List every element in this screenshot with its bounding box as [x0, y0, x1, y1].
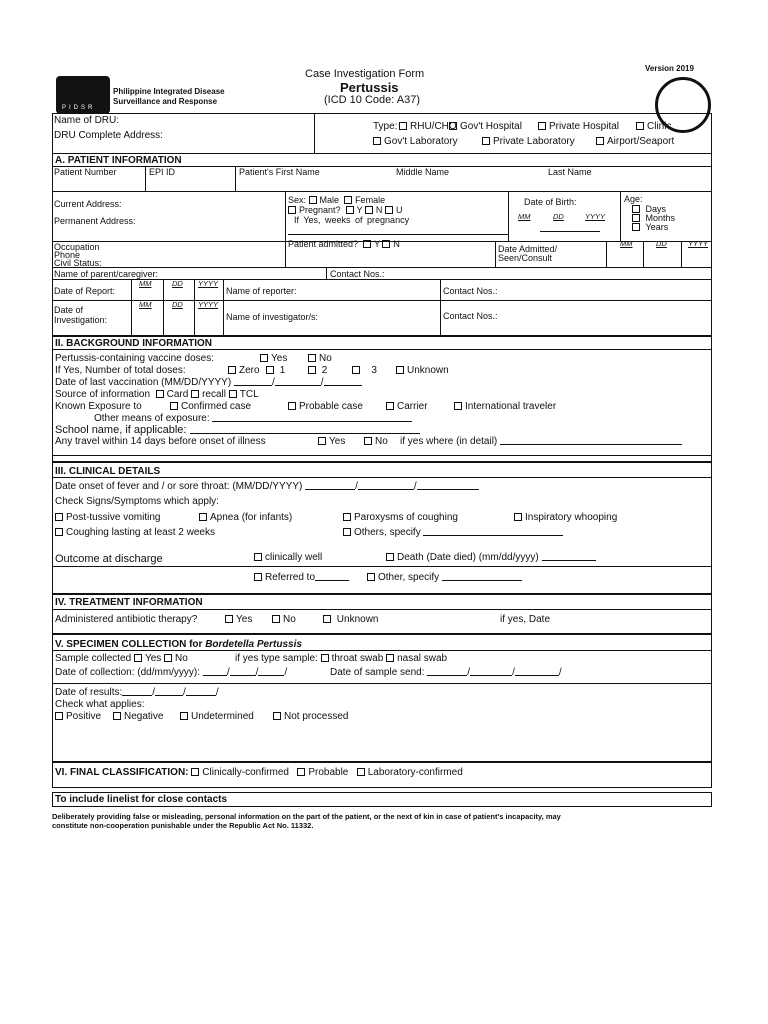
middle-name-label: Middle Name — [396, 167, 450, 177]
org-name-line2: Surveillance and Response — [113, 97, 218, 106]
vaccine-doses-no[interactable]: No — [308, 354, 332, 364]
investigation-yyyy: YYYY — [198, 300, 219, 309]
school-name-field[interactable]: School name, if applicable: — [55, 425, 420, 436]
phone-label: Phone — [54, 250, 81, 260]
result-undetermined[interactable]: Undetermined — [180, 712, 254, 722]
outcome-death[interactable]: Death (Date died) (mm/dd/yyyy) — [386, 553, 596, 563]
exposure-traveler[interactable]: International traveler — [454, 402, 556, 412]
outcome-clinically-well[interactable]: clinically well — [254, 553, 322, 563]
parent-contact-label: Contact Nos.: — [330, 269, 385, 279]
symptom-apnea[interactable]: Apnea (for infants) — [199, 513, 292, 523]
dru-type-clinic[interactable]: Clinic — [636, 122, 671, 132]
antibiotic-yes[interactable]: Yes — [225, 615, 252, 625]
last-vaccination-label[interactable]: Date of last vaccination (MM/DD/YYYY) / / — [55, 378, 362, 388]
investigation-dd: DD — [172, 300, 183, 309]
civil-status-label: Civil Status: — [54, 258, 102, 268]
symptom-post-tussive[interactable]: Post-tussive vomiting — [55, 513, 160, 523]
version-label: Version 2019 — [645, 64, 694, 73]
dob-mm: MM — [518, 212, 531, 221]
form-title: Case Investigation Form — [305, 68, 425, 80]
date-results-field[interactable]: Date of results: / / / — [55, 687, 219, 698]
date-admitted-label-2: Seen/Consult — [498, 253, 553, 263]
outcome-other[interactable]: Other, specify — [367, 573, 522, 583]
exposure-carrier[interactable]: Carrier — [386, 402, 428, 412]
weeks-pregnancy-label: If Yes, weeks of pregnancy — [294, 215, 410, 225]
dose-unknown[interactable]: Unknown — [396, 366, 449, 376]
dob-label: Date of Birth: — [524, 197, 577, 207]
linelist-label: To include linelist for close contacts — [55, 794, 228, 805]
pregnant-field[interactable]: Pregnant? Y N U — [288, 206, 402, 215]
section-a-title: A. PATIENT INFORMATION — [55, 155, 182, 166]
dob-blank[interactable] — [540, 224, 600, 233]
report-mm: MM — [139, 279, 152, 288]
dose-3[interactable]: 3 — [352, 366, 377, 376]
logo-text: PIDSR — [62, 105, 96, 111]
dru-address-label: DRU Complete Address: — [54, 130, 163, 141]
investigation-mm: MM — [139, 300, 152, 309]
travel-where-field[interactable]: if yes where (in detail) — [400, 437, 682, 447]
date-send-field[interactable]: Date of sample send: / / / — [330, 667, 562, 678]
age-label: Age: — [624, 194, 643, 204]
travel-yes[interactable]: Yes — [318, 437, 345, 447]
reporter-label: Name of reporter: — [226, 286, 297, 296]
footer-line2: constitute non-cooperation punishable under the Republic Act No. 11332. — [52, 821, 314, 830]
dose-zero[interactable]: Zero — [228, 366, 260, 376]
result-negative[interactable]: Negative — [113, 712, 163, 722]
footer-line1: Deliberately providing false or misleading, personal information on the part of the patient, or the next of kin in case of patient's incapacity, may — [52, 812, 561, 821]
date-investigation-label-1: Date of — [54, 305, 84, 315]
travel-no[interactable]: No — [364, 437, 388, 447]
dru-type-rhu[interactable]: RHU/CHO — [399, 122, 457, 132]
dob-yyyy: YYYY — [585, 212, 606, 221]
classification-field[interactable]: VI. FINAL CLASSIFICATION: Clinically-confirmed Probable Laboratory-confirmed — [55, 767, 463, 778]
exposure-confirmed[interactable]: Confirmed case — [170, 402, 251, 412]
antibiotic-date-label: if yes, Date — [500, 614, 551, 625]
vaccine-doses-yes[interactable]: Yes — [260, 354, 287, 364]
icd-code: (ICD 10 Code: A37) — [324, 94, 420, 106]
section-b-title: II. BACKGROUND INFORMATION — [55, 338, 213, 349]
exposure-label: Known Exposure to — [55, 401, 142, 412]
check-signs-label: Check Signs/Symptoms which apply: — [55, 496, 219, 507]
dru-type-private-lab[interactable]: Private Laboratory — [482, 137, 575, 147]
symptom-paroxysms[interactable]: Paroxysms of coughing — [343, 513, 458, 523]
last-name-label: Last Name — [548, 167, 592, 177]
age-months[interactable]: Months — [632, 214, 675, 223]
vaccine-doses-label: Pertussis-containing vaccine doses: — [55, 353, 214, 364]
investigator-label: Name of investigator/s: — [226, 312, 319, 322]
check-applies-label: Check what applies: — [55, 699, 145, 710]
section-c-title: III. CLINICAL DETAILS — [55, 466, 161, 477]
section-e-title: V. SPECIMEN COLLECTION for Bordetella Pertussis — [55, 639, 302, 650]
section-d-title: IV. TREATMENT INFORMATION — [55, 597, 203, 608]
reporter-contact-label: Contact Nos.: — [443, 286, 498, 296]
antibiotic-no[interactable]: No — [272, 615, 296, 625]
admit-mm: MM — [620, 239, 633, 248]
exposure-probable[interactable]: Probable case — [288, 402, 363, 412]
symptom-whooping[interactable]: Inspiratory whooping — [514, 513, 617, 523]
occupation-label: Occupation — [54, 242, 100, 252]
outcome-label: Outcome at discharge — [55, 553, 163, 565]
onset-date-field[interactable]: Date onset of fever and / or sore throat: (MM/DD/YYYY) / / — [55, 482, 479, 492]
dru-type-airport[interactable]: Airport/Seaport — [596, 137, 674, 147]
report-dd: DD — [172, 279, 183, 288]
admit-yyyy: YYYY — [688, 239, 709, 248]
total-doses-label: If Yes, Number of total doses: — [55, 365, 186, 376]
parent-label: Name of parent/caregiver: — [54, 269, 159, 279]
permanent-address-label: Permanent Address: — [54, 216, 136, 226]
symptom-coughing-2weeks[interactable]: Coughing lasting at least 2 weeks — [55, 528, 215, 538]
dru-type-label: Type: — [373, 121, 398, 132]
result-positive[interactable]: Positive — [55, 712, 101, 722]
current-address-label: Current Address: — [54, 199, 122, 209]
disease-title: Pertussis — [340, 80, 399, 95]
date-report-label: Date of Report: — [54, 286, 116, 296]
dru-type-govt-lab[interactable]: Gov't Laboratory — [373, 137, 458, 147]
other-means-field[interactable]: Other means of exposure: — [94, 414, 412, 424]
antibiotic-label: Administered antibiotic therapy? — [55, 614, 198, 625]
result-not-processed[interactable]: Not processed — [273, 712, 348, 722]
sex-field[interactable]: Sex: Male Female — [288, 195, 386, 205]
dru-type-govt-hospital[interactable]: Gov't Hospital — [449, 122, 522, 132]
source-info-field[interactable]: Source of information Card recall TCL — [55, 389, 259, 400]
dru-type-private-hospital[interactable]: Private Hospital — [538, 122, 619, 132]
travel-label: Any travel within 14 days before onset of illness — [55, 436, 266, 447]
outcome-referred[interactable]: Referred to — [254, 573, 349, 583]
dose-2[interactable]: 2 — [308, 366, 327, 376]
date-admitted-label-1: Date Admitted/ — [498, 244, 558, 254]
date-investigation-label-2: Investigation: — [54, 315, 108, 325]
age-days[interactable]: Days — [632, 205, 666, 214]
dose-1[interactable]: 1 — [266, 366, 285, 376]
antibiotic-unknown[interactable]: Unknown — [323, 615, 378, 625]
first-name-label: Patient's First Name — [239, 167, 320, 177]
sample-collected-field[interactable]: Sample collected Yes No — [55, 653, 188, 664]
admit-dd: DD — [656, 239, 667, 248]
symptom-others[interactable]: Others, specify — [343, 528, 563, 538]
date-collection-field[interactable]: Date of collection: (dd/mm/yyyy): / / / — [55, 667, 288, 678]
patient-number-label: Patient Number — [54, 167, 117, 177]
dru-name-label: Name of DRU: — [54, 115, 120, 126]
report-yyyy: YYYY — [198, 279, 219, 288]
investigator-contact-label: Contact Nos.: — [443, 311, 498, 321]
org-name-line1: Philippine Integrated Disease — [113, 87, 225, 96]
age-years[interactable]: Years — [632, 223, 668, 232]
sample-type-field[interactable]: if yes type sample: throat swab nasal swab — [235, 653, 448, 664]
dob-dd: DD — [553, 212, 564, 221]
epi-id-label: EPI ID — [149, 167, 176, 177]
admitted-field[interactable]: Patient admitted? Y N — [288, 239, 400, 249]
